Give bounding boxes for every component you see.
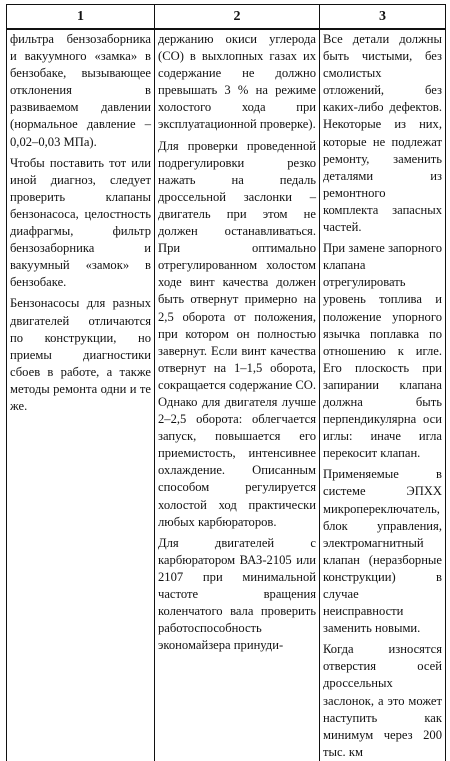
header-row — [7, 5, 446, 30]
column-header-2: 2 — [155, 5, 320, 30]
column-3-paragraph: Когда износятся отверстия осей дроссельных заслонок, а это может наступить как минимум через 200 тыс. км — [323, 642, 442, 759]
column-1 — [7, 29, 155, 761]
column-3-paragraph: Применяемые в системе ЭПХХ микропереключатель, блок управления, электромагнитный клапан (неразборные конструкции) в случае неисправности заменить новыми. — [323, 467, 442, 636]
column-2-paragraph: Для проверки проведенной подрегулировки резко нажать на педаль дроссельной заслонки – двигатель при этом не должен останавливаться. При оптимально отрегулированном холостом ходе винт качества должен быть отвернут примерно на 2,5 оборота от положения, при котором он полностью завернут. Если винт качества отвернут на 1–1,5 оборота, сокращается содержание СО. Однако для двигателя лучше 2–2,5 оборота: облегчается запуск, повышается его приемистость, интенсивнее охлаждение. Описанным способом регулируется холостой ход практически любых карбюраторов. — [158, 138, 316, 529]
document-table — [6, 4, 446, 761]
column-3-paragraph: При замене запорного клапана отрегулировать уровень топлива и положение упорного язычка поплавка по отношению к игле. Его плоскость при запирании клапана должна быть перпендикулярна оси иглы: иначе игла перекосит клапан. — [323, 241, 442, 461]
column-3 — [320, 29, 446, 761]
column-1-paragraph: Чтобы поставить тот или иной диагноз, следует проверить клапаны бензонасоса, целостность диафрагмы, фильтр бензозаборника и вакуумный «замок» в бензобаке. — [10, 155, 151, 290]
body-row — [7, 29, 446, 761]
column-header-1: 1 — [7, 5, 155, 30]
column-2-paragraph: держанию окиси углерода (СО) в выхлопных газах их содержание не должно превышать 3 % на режиме холостого хода при эксплуатационной проверке). — [158, 32, 316, 132]
column-2 — [155, 29, 320, 761]
column-2-paragraph: Для двигателей с карбюратором ВАЗ-2105 или 2107 при минимальной частоте вращения коленчатого вала проверить работоспособность экономайзера принуди- — [158, 535, 316, 653]
column-3-paragraph: Все детали должны быть чистыми, без смолистых отложений, без каких-либо дефектов. Некоторые из них, которые не подлежат ремонту, заменить деталями из ремонтного комплекта запасных частей. — [323, 32, 442, 235]
column-1-paragraph: Бензонасосы для разных двигателей отличаются по конструкции, но приемы диагностики сбоев в работе, а также методы ремонта одни и те же. — [10, 296, 151, 413]
column-1-paragraph: фильтра бензозаборника и вакуумного «замка» в бензобаке, вызывающее отклонения в развиваемом давлении (нормальное давление – 0,02–0,03 МПа). — [10, 32, 151, 149]
column-header-3: 3 — [320, 5, 446, 30]
